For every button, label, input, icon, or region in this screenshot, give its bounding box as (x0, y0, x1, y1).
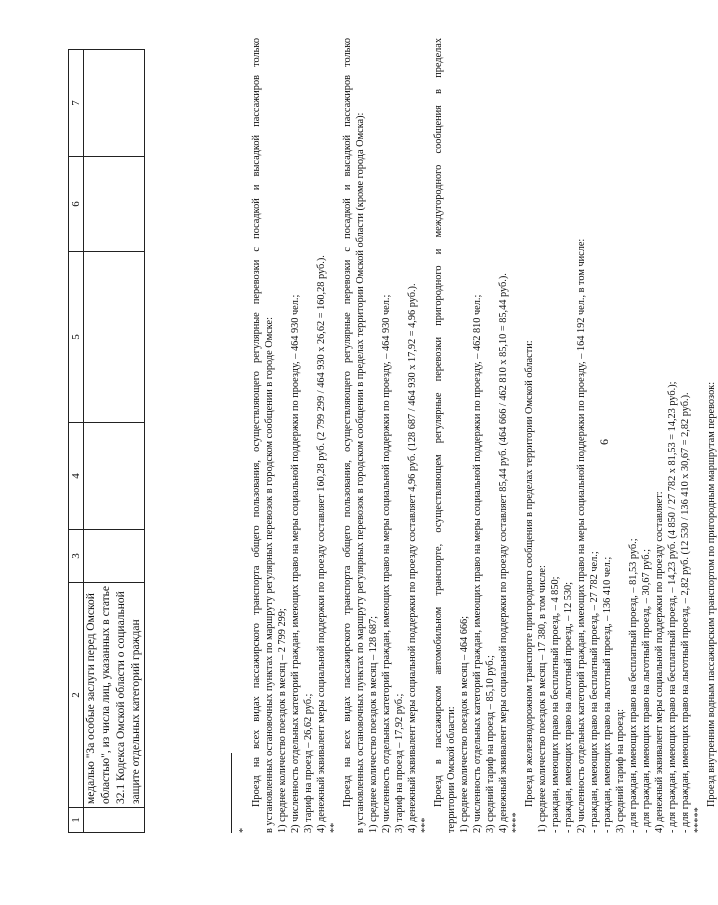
footnote-marker: *** (420, 817, 431, 833)
footnote-line: 4) денежный эквивалент меры социальной поддержки по проезду составляет 160,28 руб. (2 799 299 / 464 930 х 26,62 = 160,28 руб.). (316, 255, 327, 833)
footnote-line: 3) средний тариф на проезд – 85,10 руб.; (485, 655, 496, 833)
footnote-line: в установленных остановочных пунктах по маршруту регулярных перевозок в городском сообщении в городе Омске: (264, 317, 275, 833)
footnote-line: 2) численность отдельных категорий граждан, имеющих право на меры социальной поддержки по проезду, – 464 930 чел.; (290, 294, 301, 833)
footnote-line: 2) численность отдельных категорий граждан, имеющих право на меры социальной поддержки по проезду, – 462 810 чел.; (472, 294, 483, 833)
award-line: защите отдельных категорий граждан (130, 619, 142, 804)
footnote-marker: **** (511, 812, 522, 833)
footnote-line: Проезд в пассажирском автомобильном транспорте, осуществляющем регулярные перевозки пригородного и междугородного сообщения в пределах (433, 38, 444, 807)
footnote-line: - для граждан, имеющих право на льготный проезд, – 2,82 руб. (12 530 / 136 410 х 30,67 = 2,82 руб.). (680, 392, 691, 833)
col-header-4: 4 (69, 422, 84, 529)
footnote-line: территории Омской области: (446, 706, 457, 833)
footnote-line: Проезд на всех видах пассажирского транспорта общего пользования, осуществляющего регулярные перевозки с посадкой и высадкой пассажиров только (251, 38, 262, 807)
footnote-line: - граждан, имеющих право на льготный проезд, – 136 410 чел.; (602, 556, 613, 833)
footnote-line: 3) тариф на проезд – 17,92 руб.; (394, 693, 405, 833)
footnote-line: - для граждан, имеющих право на бесплатный проезд, – 81,53 руб.; (628, 538, 639, 833)
footnote-line: Проезд в железнодорожном транспорте пригородного сообщения в пределах территории Омской области: (524, 340, 535, 807)
footnote-separator (231, 753, 232, 833)
footnote-line: 3) средний тариф на проезд: (615, 708, 626, 833)
page-number: 6 (597, 439, 611, 445)
footnote-line: - граждан, имеющих право на льготный проезд, – 12 530; (563, 581, 574, 833)
footnote-line: Проезд внутренним водным пассажирским транспортом по пригородным маршрутам перевозок: (706, 381, 717, 807)
footnote-line: 1) среднее количество поездок в месяц – 17 380, в том числе: (537, 565, 548, 833)
col-header-6: 6 (69, 156, 84, 251)
footnote-line: Проезд на всех видах пассажирского транспорта общего пользования, осуществляющего регулярные перевозки с посадкой и высадкой пассажиров только (342, 38, 353, 807)
footnote-line: 4) денежный эквивалент меры социальной поддержки по проезду составляет 4,96 руб. (128 687 / 464 930 х 17,92 = 4,96 руб.). (407, 283, 418, 833)
col-header-3: 3 (69, 529, 84, 582)
footnote-line: 1) среднее количество поездок в месяц – 2 799 299; (277, 608, 288, 833)
award-line: областью", из числа лиц, указанных в статье (100, 585, 112, 804)
table-cell-empty (84, 251, 145, 422)
footnote-line: 2) численность отдельных категорий граждан, имеющих право на меры социальной поддержки по проезду, – 464 930 чел.; (381, 294, 392, 833)
col-header-2: 2 (69, 582, 84, 807)
table-cell-empty (84, 156, 145, 251)
table-cell-empty (84, 49, 145, 156)
footnotes (237, 38, 718, 833)
footnote-line: 4) денежный эквивалент меры социальной поддержки по проезду составляет: (654, 491, 665, 833)
footnote-line: 4) денежный эквивалент меры социальной поддержки по проезду составляет 85,44 руб. (464 666 / 462 810 х 85,10 = 85,44 руб.). (498, 273, 509, 833)
benefits-table (68, 49, 145, 833)
award-line: медалью "За особые заслуги перед Омской (85, 593, 97, 804)
footnote-marker: ** (329, 822, 340, 833)
footnote-line: в установленных остановочных пунктах по маршруту регулярных перевозок в городском сообщении в пределах территории Омской области (кроме города Омска): (355, 112, 366, 833)
table-header-row (69, 49, 84, 832)
footnote-line: 3) тариф на проезд – 26,62 руб.; (303, 693, 314, 833)
footnote-line: - для граждан, имеющих право на бесплатный проезд, – 14,23 руб. (4 850 / 27 782 х 81,53 = 14,23 руб.); (667, 381, 678, 833)
col-header-1: 1 (69, 808, 84, 833)
table-cell-empty (84, 529, 145, 582)
footnote-marker: * (238, 827, 249, 833)
footnote-line: - граждан, имеющих право на бесплатный проезд, – 4 850; (550, 576, 561, 833)
col-header-5: 5 (69, 251, 84, 422)
footnote-line: 1) среднее количество поездок в месяц – 464 666; (459, 615, 470, 833)
footnote-line: - граждан, имеющих право на бесплатный проезд, – 27 782 чел.; (589, 551, 600, 833)
footnote-line: 2) численность отдельных категорий граждан, имеющих право на меры социальной поддержки по проезду, – 164 192 чел., в том числе: (576, 238, 587, 833)
award-cell (84, 582, 145, 807)
footnote-line: 1) среднее количество поездок в месяц – 128 687; (368, 615, 379, 833)
table-cell-empty (84, 808, 145, 833)
table-row (84, 49, 145, 832)
footnote-line: - для граждан, имеющих право на льготный проезд, – 30,67 руб.; (641, 549, 652, 833)
award-line: 32.1 Кодекса Омской области о социальной (115, 591, 127, 804)
table-cell-empty (84, 422, 145, 529)
col-header-7: 7 (69, 49, 84, 156)
footnote-marker: ***** (693, 807, 704, 833)
